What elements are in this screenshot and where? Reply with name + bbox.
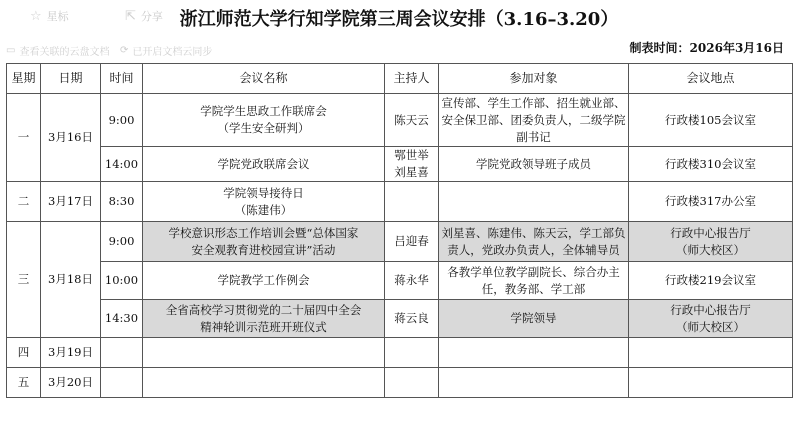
location-cell: 行政楼310会议室 bbox=[629, 147, 793, 182]
attendees-cell bbox=[439, 368, 629, 398]
meeting-name-cell: 全省高校学习贯彻党的二十届四中全会 精神轮训示范班开班仪式 bbox=[143, 300, 385, 338]
location-cell bbox=[629, 338, 793, 368]
star-icon: ☆ bbox=[30, 8, 42, 24]
time-cell bbox=[101, 338, 143, 368]
cloud-doc-link[interactable] bbox=[6, 43, 109, 58]
weekday-cell: 一 bbox=[7, 94, 41, 182]
meeting-name-cell bbox=[143, 368, 385, 398]
host-cell bbox=[385, 338, 439, 368]
subheader bbox=[0, 34, 798, 60]
sync-icon: ⟳ bbox=[120, 45, 129, 56]
header-weekday: 星期 bbox=[7, 64, 41, 94]
time-cell: 14:30 bbox=[101, 300, 143, 338]
header-date: 日期 bbox=[41, 64, 101, 94]
table-row bbox=[7, 338, 793, 368]
table-row bbox=[7, 300, 793, 338]
location-cell: 行政中心报告厅 （师大校区） bbox=[629, 300, 793, 338]
meeting-name-cell: 学院领导接待日 （陈建伟） bbox=[143, 182, 385, 222]
share-label: 分享 bbox=[140, 10, 163, 23]
attendees-cell bbox=[439, 182, 629, 222]
made-time: 制表时间：2026年3月16日 bbox=[629, 41, 784, 55]
meeting-name-cell: 学院党政联席会议 bbox=[143, 147, 385, 182]
time-cell: 9:00 bbox=[101, 94, 143, 147]
weekday-cell: 二 bbox=[7, 182, 41, 222]
cloud-doc-icon: ▭ bbox=[6, 45, 16, 56]
meeting-name-cell bbox=[143, 338, 385, 368]
time-cell: 9:00 bbox=[101, 222, 143, 262]
header-time: 时间 bbox=[101, 64, 143, 94]
host-cell: 吕迎春 bbox=[385, 222, 439, 262]
weekday-cell: 三 bbox=[7, 222, 41, 338]
attendees-cell: 刘星喜、陈建伟、陈天云，学工部负 责人，党政办负责人，全体辅导员 bbox=[439, 222, 629, 262]
header-attendees: 参加对象 bbox=[439, 64, 629, 94]
meeting-name-cell: 学院教学工作例会 bbox=[143, 262, 385, 300]
header-location: 会议地点 bbox=[629, 64, 793, 94]
star-label: 星标 bbox=[46, 10, 69, 23]
location-cell bbox=[629, 368, 793, 398]
sync-label: 已开启文档云同步 bbox=[132, 47, 213, 58]
host-cell bbox=[385, 368, 439, 398]
location-cell: 行政楼219会议室 bbox=[629, 262, 793, 300]
table-row bbox=[7, 368, 793, 398]
table-row bbox=[7, 94, 793, 147]
host-cell: 鄂世举 刘星喜 bbox=[385, 147, 439, 182]
meeting-name-cell: 学院学生思政工作联席会 （学生安全研判） bbox=[143, 94, 385, 147]
table-row bbox=[7, 262, 793, 300]
attendees-cell: 宣传部、学生工作部、招生就业部、 安全保卫部、团委负责人，二级学院 副书记 bbox=[439, 94, 629, 147]
meeting-name-cell: 学校意识形态工作培训会暨“总体国家 安全观教育进校园宣讲”活动 bbox=[143, 222, 385, 262]
sync-status[interactable] bbox=[120, 43, 212, 58]
date-cell: 3月19日 bbox=[41, 338, 101, 368]
host-cell: 陈天云 bbox=[385, 94, 439, 147]
page-title: 浙江师范大学行知学院第三周会议安排（3.16–3.20） bbox=[179, 9, 619, 30]
table-header-row bbox=[7, 64, 793, 94]
date-cell: 3月17日 bbox=[41, 182, 101, 222]
location-cell: 行政楼105会议室 bbox=[629, 94, 793, 147]
table-row bbox=[7, 147, 793, 182]
time-cell: 10:00 bbox=[101, 262, 143, 300]
date-cell: 3月20日 bbox=[41, 368, 101, 398]
date-cell: 3月18日 bbox=[41, 222, 101, 338]
attendees-cell: 学院领导 bbox=[439, 300, 629, 338]
table-row bbox=[7, 182, 793, 222]
time-cell bbox=[101, 368, 143, 398]
share-icon: ⇱ bbox=[125, 8, 136, 24]
header-meeting-name: 会议名称 bbox=[143, 64, 385, 94]
host-cell bbox=[385, 182, 439, 222]
attendees-cell bbox=[439, 338, 629, 368]
schedule-table bbox=[6, 63, 793, 398]
host-cell: 蒋云良 bbox=[385, 300, 439, 338]
weekday-cell: 五 bbox=[7, 368, 41, 398]
weekday-cell: 四 bbox=[7, 338, 41, 368]
header-host: 主持人 bbox=[385, 64, 439, 94]
location-cell: 行政中心报告厅 （师大校区） bbox=[629, 222, 793, 262]
location-cell: 行政楼317办公室 bbox=[629, 182, 793, 222]
cloud-doc-label: 查看关联的云盘文档 bbox=[19, 47, 110, 58]
table-row bbox=[7, 222, 793, 262]
host-cell: 蒋永华 bbox=[385, 262, 439, 300]
attendees-cell: 各教学单位教学副院长、综合办主 任，教务部、学工部 bbox=[439, 262, 629, 300]
time-cell: 14:00 bbox=[101, 147, 143, 182]
date-cell: 3月16日 bbox=[41, 94, 101, 182]
attendees-cell: 学院党政领导班子成员 bbox=[439, 147, 629, 182]
time-cell: 8:30 bbox=[101, 182, 143, 222]
